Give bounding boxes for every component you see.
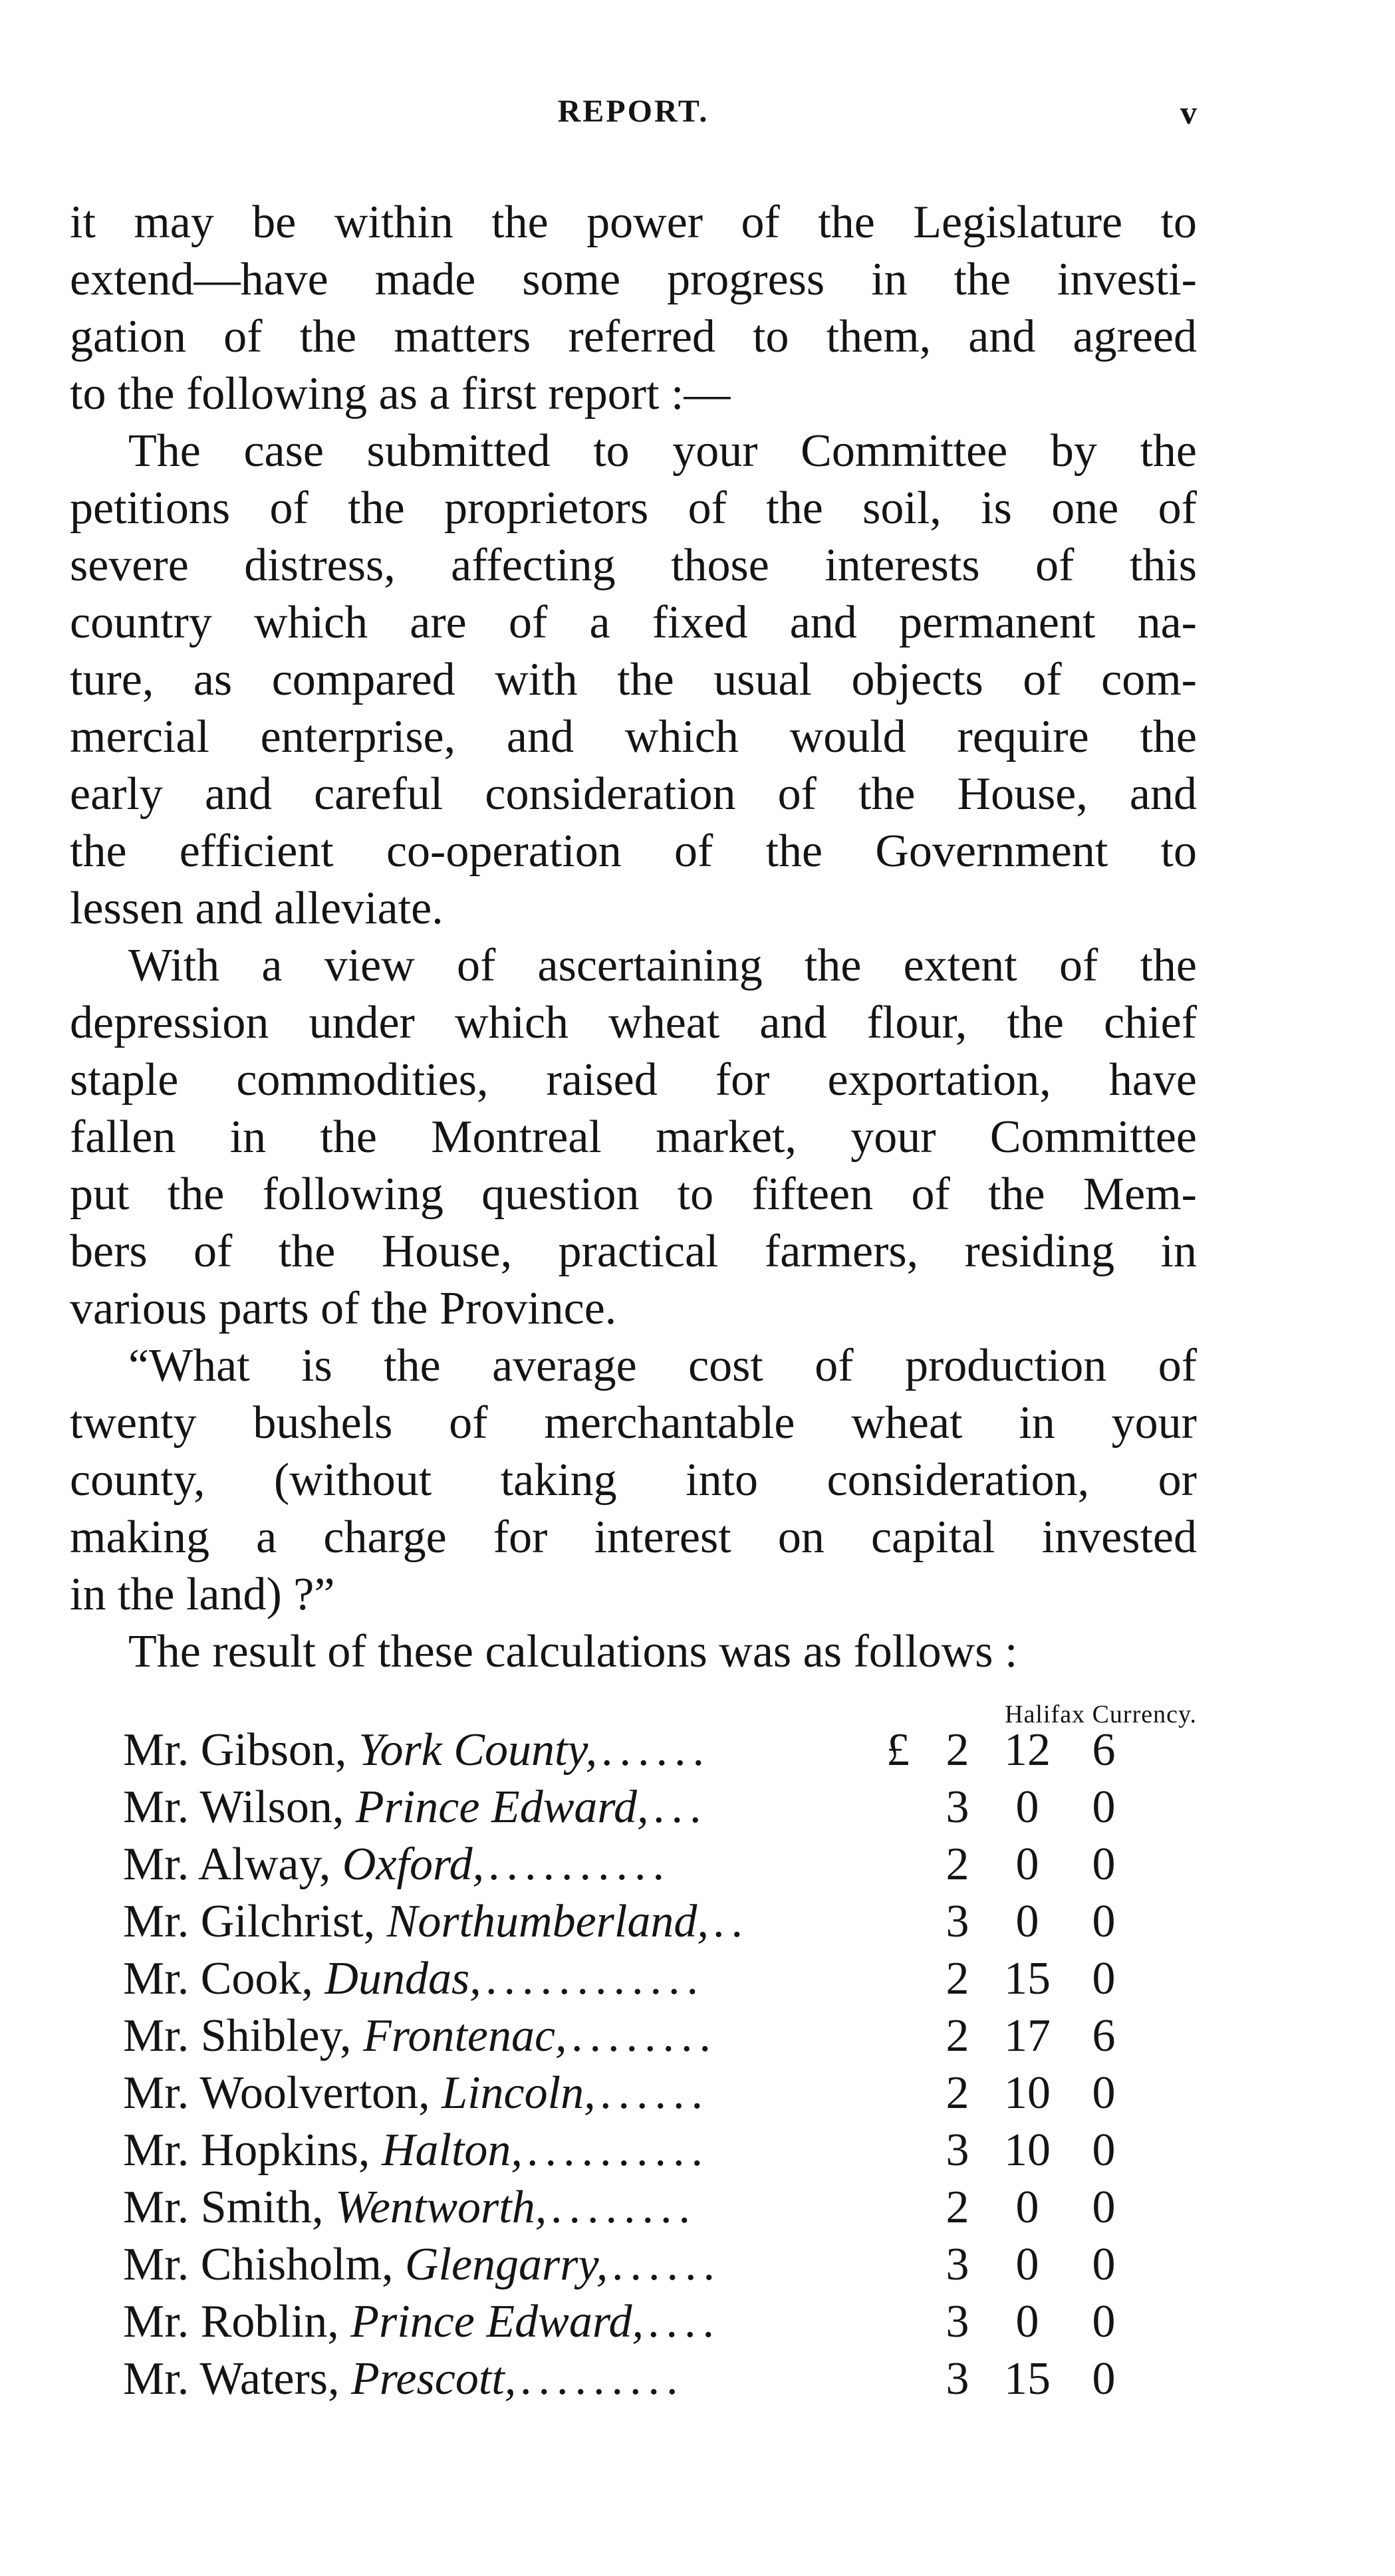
dot-leader: .........: [520, 2353, 685, 2404]
member-name: Mr. Gilchrist,: [123, 1896, 387, 1947]
member-cell: [123, 1836, 484, 1893]
pence-value: 0: [1092, 1782, 1116, 1833]
member-cell: [123, 2065, 596, 2122]
text-line: severe distress, affecting those interests of this: [70, 540, 1197, 591]
text-line: With a view of ascertaining the extent of the: [128, 940, 1197, 991]
text-line: the efficient co-operation of the Government to: [70, 826, 1197, 877]
text-line: fallen in the Montreal market, your Committee: [70, 1112, 1197, 1163]
pence-value: 0: [1092, 2067, 1116, 2119]
pounds-value: 2: [946, 1839, 969, 1890]
text-line: gation of the matters referred to them, and agreed: [70, 311, 1197, 362]
text-line: The result of these calculations was as follows :: [128, 1626, 1018, 1677]
member-cell: [123, 2293, 644, 2351]
text-line: county, (without taking into consideration, or: [70, 1455, 1197, 1506]
pence-value: 0: [1092, 2182, 1116, 2233]
pence-value: 0: [1092, 2353, 1116, 2404]
text-line: The case submitted to your Committee by the: [128, 425, 1197, 477]
shillings-value: 10: [1004, 2125, 1051, 2176]
county-name: Lincoln,: [442, 2067, 596, 2119]
pounds-value: 3: [946, 1896, 969, 1947]
dot-leader: ......: [612, 2239, 721, 2290]
text-line: extend—have made some progress in the investi-: [70, 254, 1197, 305]
dot-leader: ...: [653, 1782, 708, 1833]
member-cell: [123, 1722, 597, 1779]
county-name: Northumberland,: [386, 1896, 709, 1947]
pence-value: 0: [1092, 1953, 1116, 2004]
dot-leader: ..: [713, 1896, 749, 1947]
member-cell: [123, 1893, 709, 1950]
shillings-value: 0: [1015, 1896, 1039, 1947]
text-line: twenty bushels of merchantable wheat in your: [70, 1397, 1197, 1449]
dot-leader: ......: [600, 2067, 709, 2119]
member-cell: [123, 2179, 547, 2236]
county-name: Prince Edward,: [355, 1782, 649, 1833]
pence-value: 0: [1092, 2296, 1116, 2347]
shillings-value: 10: [1004, 2067, 1051, 2119]
pence-value: 0: [1092, 1896, 1116, 1947]
dot-leader: ..........: [488, 1839, 671, 1890]
dot-leader: ..........: [527, 2125, 709, 2176]
county-name: Halton,: [381, 2125, 523, 2176]
dot-leader: ....: [648, 2296, 721, 2347]
member-name: Mr. Woolverton,: [123, 2067, 442, 2119]
text-line: it may be within the power of the Legislature to: [70, 197, 1197, 248]
pence-value: 0: [1092, 1839, 1116, 1890]
table-row: [123, 1893, 1164, 1950]
text-line: in the land) ?”: [70, 1569, 335, 1620]
body-text: [70, 194, 1197, 1681]
table-row: [123, 2236, 1164, 2293]
pounds-value: 3: [946, 1782, 969, 1833]
dot-leader: ......: [601, 1724, 711, 1776]
member-name: Mr. Smith,: [123, 2182, 335, 2233]
shillings-value: 17: [1004, 2010, 1051, 2061]
text-line: depression under which wheat and flour, the chief: [70, 997, 1197, 1048]
text-line: staple commodities, raised for exportation, have: [70, 1054, 1197, 1106]
county-name: Oxford,: [342, 1839, 485, 1890]
pound-sign: £: [886, 1724, 910, 1776]
table-row: [123, 2351, 1164, 2408]
member-name: Mr. Roblin,: [123, 2296, 351, 2347]
text-line: lessen and alleviate.: [70, 883, 444, 934]
member-cell: [123, 2008, 567, 2065]
pounds-value: 3: [946, 2353, 969, 2404]
shillings-value: 15: [1004, 2353, 1051, 2404]
member-name: Mr. Alway,: [123, 1839, 342, 1890]
pounds-value: 3: [946, 2296, 969, 2347]
text-line: petitions of the proprietors of the soil, is one of: [70, 483, 1197, 534]
text-line: put the following question to fifteen of the Mem-: [70, 1169, 1197, 1220]
member-name: Mr. Shibley,: [123, 2010, 364, 2061]
running-head: [70, 93, 1197, 140]
county-name: Prescott,: [351, 2353, 517, 2404]
member-cell: [123, 2122, 523, 2179]
running-title: REPORT.: [557, 94, 709, 129]
table-row: [123, 2122, 1164, 2179]
member-cell: [123, 1950, 481, 2008]
member-name: Mr. Hopkins,: [123, 2125, 382, 2176]
text-line: various parts of the Province.: [70, 1283, 617, 1334]
pounds-value: 2: [946, 2010, 969, 2061]
member-name: Mr. Waters,: [123, 2353, 352, 2404]
pounds-value: 3: [946, 2239, 969, 2290]
text-line: bers of the House, practical farmers, residing in: [70, 1226, 1197, 1277]
table-row: [123, 2293, 1164, 2351]
member-name: Mr. Cook,: [123, 1953, 325, 2004]
pounds-value: 3: [946, 2125, 969, 2176]
county-name: York County,: [358, 1724, 598, 1776]
table-row: [123, 1950, 1164, 2008]
member-name: Mr. Gibson,: [123, 1724, 358, 1776]
shillings-value: 0: [1015, 1782, 1039, 1833]
table-row: [123, 1836, 1164, 1893]
member-cell: [123, 2351, 516, 2408]
county-name: Glengarry,: [404, 2239, 608, 2290]
county-name: Prince Edward,: [350, 2296, 644, 2347]
member-name: Mr. Chisholm,: [123, 2239, 405, 2290]
table-row: [123, 2179, 1164, 2236]
shillings-value: 12: [1004, 1724, 1051, 1776]
pounds-value: 2: [946, 2067, 969, 2119]
shillings-value: 0: [1015, 2296, 1039, 2347]
currency-heading: Halifax Currency.: [1005, 1700, 1197, 1728]
member-cell: [123, 2236, 608, 2293]
text-line: mercial enterprise, and which would require the: [70, 711, 1197, 762]
dot-leader: ............: [485, 1953, 705, 2004]
pence-value: 0: [1092, 2239, 1116, 2290]
county-name: Wentworth,: [334, 2182, 547, 2233]
text-line: to the following as a first report :—: [70, 368, 731, 419]
county-name: Dundas,: [324, 1953, 481, 2004]
shillings-value: 0: [1015, 2239, 1039, 2290]
table-row: [123, 1779, 1164, 1836]
pence-value: 6: [1092, 1724, 1116, 1776]
pounds-value: 2: [946, 1724, 969, 1776]
table-row: [123, 2008, 1164, 2065]
dot-leader: ........: [551, 2182, 697, 2233]
text-line: “What is the average cost of production of: [128, 1340, 1197, 1391]
dot-leader: ........: [571, 2010, 717, 2061]
shillings-value: 15: [1004, 1953, 1051, 2004]
text-line: country which are of a fixed and permanent na-: [70, 597, 1197, 648]
county-name: Frontenac,: [363, 2010, 567, 2061]
pounds-value: 2: [946, 2182, 969, 2233]
cost-table: [123, 1722, 1164, 2408]
text-line: making a charge for interest on capital invested: [70, 1512, 1197, 1563]
member-cell: [123, 1779, 649, 1836]
pence-value: 6: [1092, 2010, 1116, 2061]
pence-value: 0: [1092, 2125, 1116, 2176]
table-row: [123, 1722, 1164, 1779]
page-number: v: [1180, 94, 1197, 131]
text-line: early and careful consideration of the House, and: [70, 768, 1197, 820]
shillings-value: 0: [1015, 2182, 1039, 2233]
table-row: [123, 2065, 1164, 2122]
member-name: Mr. Wilson,: [123, 1782, 356, 1833]
shillings-value: 0: [1015, 1839, 1039, 1890]
pounds-value: 2: [946, 1953, 969, 2004]
text-line: ture, as compared with the usual objects of com-: [70, 654, 1197, 705]
